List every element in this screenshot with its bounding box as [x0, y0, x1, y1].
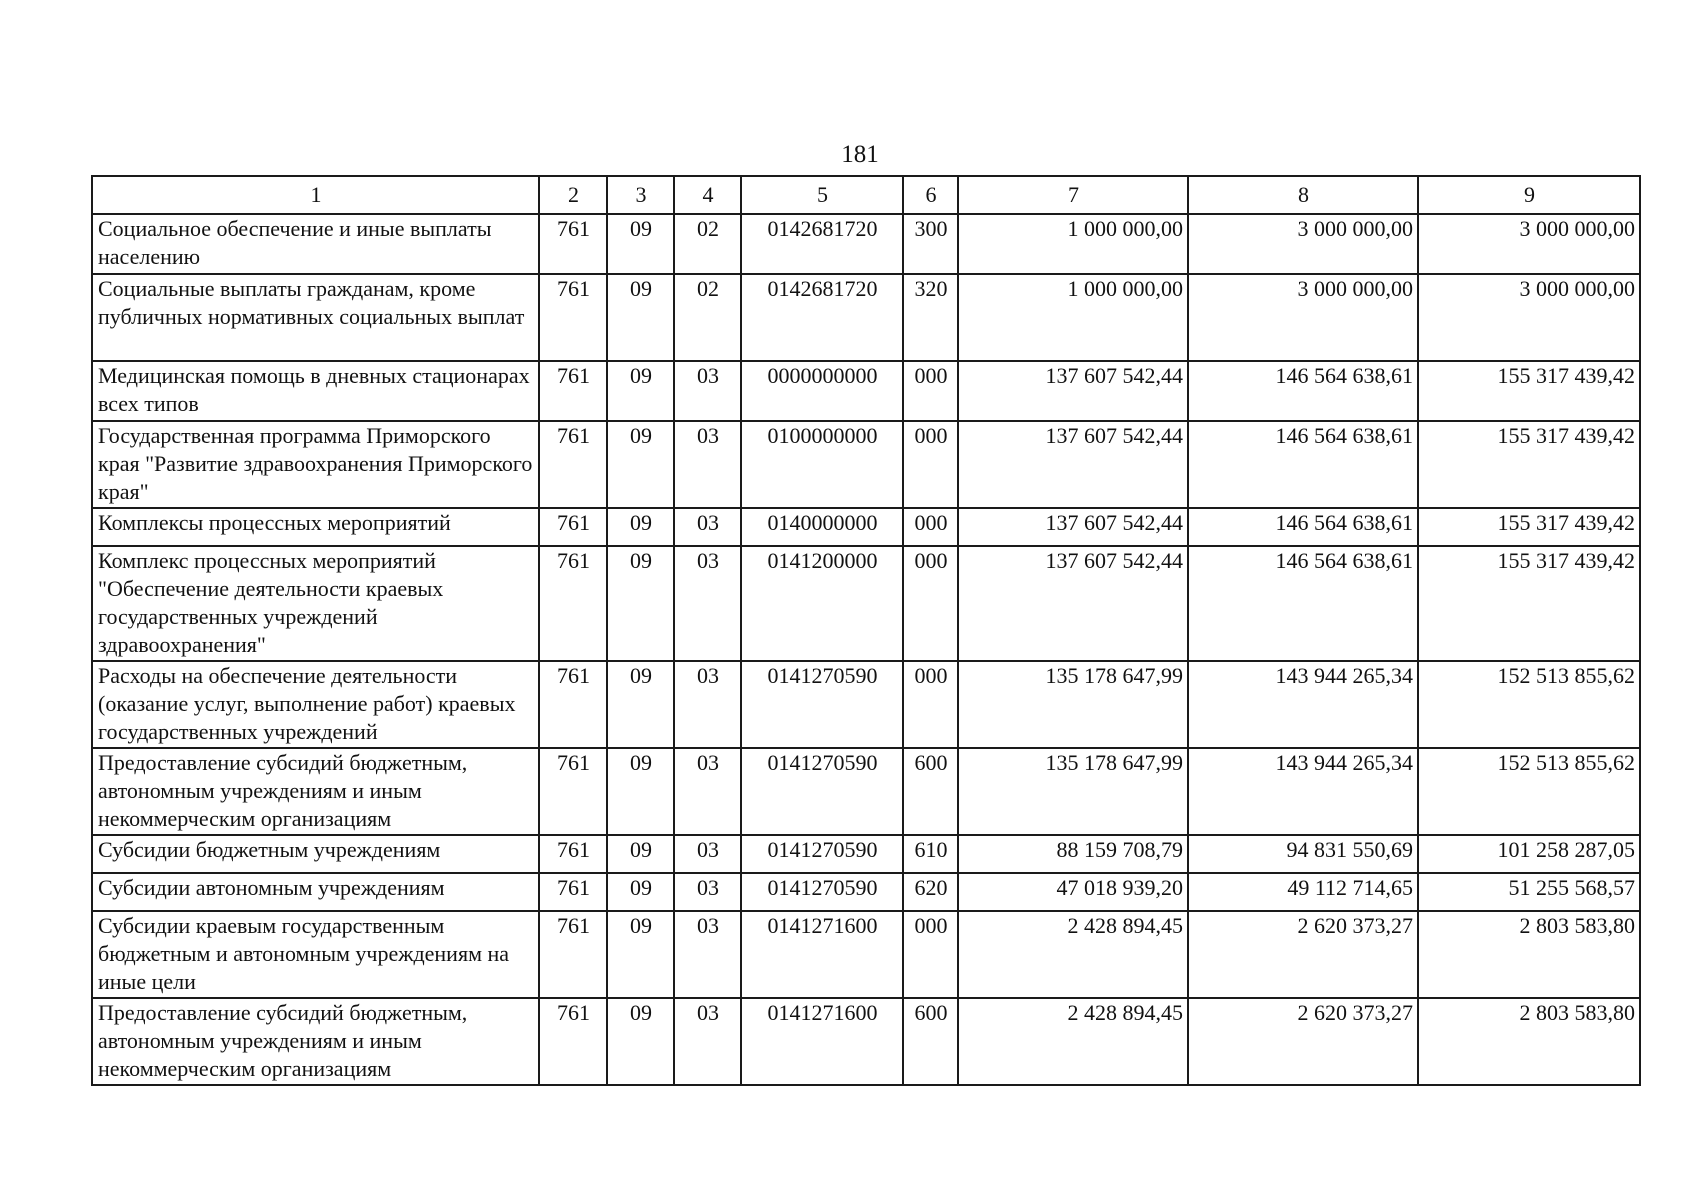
row-amount-7: 137 607 542,44 [958, 361, 1188, 421]
row-amount-8: 146 564 638,61 [1188, 546, 1418, 661]
row-code-4: 03 [674, 661, 741, 748]
row-amount-8: 146 564 638,61 [1188, 421, 1418, 508]
row-name: Субсидии краевым государственным бюджетным и автономным учреждениям на иные цели [92, 911, 539, 998]
column-header: 6 [903, 176, 958, 214]
row-code-6: 000 [903, 911, 958, 998]
column-header: 4 [674, 176, 741, 214]
row-code-3: 09 [607, 748, 674, 835]
column-header: 7 [958, 176, 1188, 214]
row-code-4: 02 [674, 274, 741, 361]
row-code-4: 03 [674, 873, 741, 911]
row-code-4: 03 [674, 748, 741, 835]
row-code-2: 761 [539, 546, 607, 661]
row-code-3: 09 [607, 214, 674, 274]
row-amount-9: 152 513 855,62 [1418, 748, 1640, 835]
row-code-3: 09 [607, 661, 674, 748]
row-name: Социальное обеспечение и иные выплаты населению [92, 214, 539, 274]
row-amount-8: 146 564 638,61 [1188, 508, 1418, 546]
row-code-5: 0141270590 [741, 835, 903, 873]
column-header: 1 [92, 176, 539, 214]
row-amount-7: 2 428 894,45 [958, 998, 1188, 1085]
row-code-3: 09 [607, 998, 674, 1085]
row-code-3: 09 [607, 361, 674, 421]
row-amount-9: 2 803 583,80 [1418, 998, 1640, 1085]
row-amount-7: 1 000 000,00 [958, 214, 1188, 274]
table-row [92, 421, 1640, 508]
row-code-4: 03 [674, 835, 741, 873]
header-row [92, 176, 1640, 214]
row-amount-9: 155 317 439,42 [1418, 508, 1640, 546]
row-code-5: 0141200000 [741, 546, 903, 661]
row-code-4: 03 [674, 998, 741, 1085]
row-code-2: 761 [539, 274, 607, 361]
table-row [92, 998, 1640, 1085]
row-amount-8: 2 620 373,27 [1188, 998, 1418, 1085]
row-code-4: 03 [674, 361, 741, 421]
row-name: Государственная программа Приморского края "Развитие здравоохранения Приморского края" [92, 421, 539, 508]
row-code-5: 0142681720 [741, 214, 903, 274]
row-amount-8: 94 831 550,69 [1188, 835, 1418, 873]
row-code-2: 761 [539, 508, 607, 546]
row-name: Расходы на обеспечение деятельности (оказание услуг, выполнение работ) краевых государственных учреждений [92, 661, 539, 748]
table-row [92, 508, 1640, 546]
row-code-3: 09 [607, 508, 674, 546]
row-code-5: 0140000000 [741, 508, 903, 546]
row-amount-7: 88 159 708,79 [958, 835, 1188, 873]
row-code-3: 09 [607, 546, 674, 661]
table-row [92, 361, 1640, 421]
row-code-6: 300 [903, 214, 958, 274]
row-code-5: 0141271600 [741, 998, 903, 1085]
row-code-3: 09 [607, 835, 674, 873]
row-code-6: 320 [903, 274, 958, 361]
table-row [92, 873, 1640, 911]
row-code-6: 000 [903, 661, 958, 748]
table-row [92, 835, 1640, 873]
row-code-6: 000 [903, 546, 958, 661]
row-code-2: 761 [539, 748, 607, 835]
row-amount-8: 3 000 000,00 [1188, 214, 1418, 274]
row-name: Комплекс процессных мероприятий "Обеспечение деятельности краевых государственных учреждений здравоохранения" [92, 546, 539, 661]
row-amount-8: 143 944 265,34 [1188, 748, 1418, 835]
row-code-2: 761 [539, 661, 607, 748]
row-amount-7: 47 018 939,20 [958, 873, 1188, 911]
row-code-6: 600 [903, 748, 958, 835]
row-code-6: 000 [903, 421, 958, 508]
row-code-4: 03 [674, 911, 741, 998]
row-amount-9: 51 255 568,57 [1418, 873, 1640, 911]
column-header: 3 [607, 176, 674, 214]
row-code-4: 03 [674, 508, 741, 546]
row-amount-9: 155 317 439,42 [1418, 421, 1640, 508]
row-code-4: 03 [674, 421, 741, 508]
row-code-5: 0141270590 [741, 748, 903, 835]
row-amount-7: 2 428 894,45 [958, 911, 1188, 998]
table-row [92, 748, 1640, 835]
row-amount-7: 135 178 647,99 [958, 661, 1188, 748]
table-row [92, 274, 1640, 361]
row-amount-7: 137 607 542,44 [958, 508, 1188, 546]
row-amount-7: 137 607 542,44 [958, 546, 1188, 661]
table-row [92, 661, 1640, 748]
row-code-3: 09 [607, 274, 674, 361]
row-amount-9: 2 803 583,80 [1418, 911, 1640, 998]
row-name: Медицинская помощь в дневных стационарах всех типов [92, 361, 539, 421]
row-amount-7: 1 000 000,00 [958, 274, 1188, 361]
row-amount-9: 3 000 000,00 [1418, 274, 1640, 361]
table-row [92, 911, 1640, 998]
row-amount-8: 146 564 638,61 [1188, 361, 1418, 421]
row-amount-8: 143 944 265,34 [1188, 661, 1418, 748]
row-amount-9: 3 000 000,00 [1418, 214, 1640, 274]
row-name: Социальные выплаты гражданам, кроме публичных нормативных социальных выплат [92, 274, 539, 361]
row-code-6: 600 [903, 998, 958, 1085]
row-code-5: 0141270590 [741, 661, 903, 748]
column-header: 5 [741, 176, 903, 214]
row-name: Предоставление субсидий бюджетным, автономным учреждениям и иным некоммерческим организациям [92, 748, 539, 835]
row-code-6: 620 [903, 873, 958, 911]
row-code-2: 761 [539, 911, 607, 998]
row-code-4: 03 [674, 546, 741, 661]
row-code-5: 0141271600 [741, 911, 903, 998]
row-code-2: 761 [539, 835, 607, 873]
row-code-2: 761 [539, 421, 607, 508]
row-amount-8: 2 620 373,27 [1188, 911, 1418, 998]
table-row [92, 546, 1640, 661]
row-code-4: 02 [674, 214, 741, 274]
row-name: Комплексы процессных мероприятий [92, 508, 539, 546]
table-row [92, 214, 1640, 274]
row-code-3: 09 [607, 911, 674, 998]
row-amount-9: 155 317 439,42 [1418, 361, 1640, 421]
row-code-3: 09 [607, 421, 674, 508]
row-code-2: 761 [539, 361, 607, 421]
row-code-5: 0141270590 [741, 873, 903, 911]
row-name: Субсидии бюджетным учреждениям [92, 835, 539, 873]
row-code-3: 09 [607, 873, 674, 911]
row-amount-8: 49 112 714,65 [1188, 873, 1418, 911]
column-header: 9 [1418, 176, 1640, 214]
row-code-5: 0000000000 [741, 361, 903, 421]
row-code-2: 761 [539, 998, 607, 1085]
row-code-6: 000 [903, 361, 958, 421]
row-amount-7: 137 607 542,44 [958, 421, 1188, 508]
row-name: Предоставление субсидий бюджетным, автономным учреждениям и иным некоммерческим организациям [92, 998, 539, 1085]
row-name: Субсидии автономным учреждениям [92, 873, 539, 911]
row-amount-7: 135 178 647,99 [958, 748, 1188, 835]
row-code-2: 761 [539, 873, 607, 911]
page-number: 181 [841, 141, 879, 168]
row-amount-9: 152 513 855,62 [1418, 661, 1640, 748]
budget-table [91, 175, 1641, 1086]
row-amount-9: 155 317 439,42 [1418, 546, 1640, 661]
row-amount-9: 101 258 287,05 [1418, 835, 1640, 873]
column-header: 2 [539, 176, 607, 214]
row-code-2: 761 [539, 214, 607, 274]
row-amount-8: 3 000 000,00 [1188, 274, 1418, 361]
row-code-6: 000 [903, 508, 958, 546]
row-code-5: 0100000000 [741, 421, 903, 508]
row-code-5: 0142681720 [741, 274, 903, 361]
column-header: 8 [1188, 176, 1418, 214]
row-code-6: 610 [903, 835, 958, 873]
